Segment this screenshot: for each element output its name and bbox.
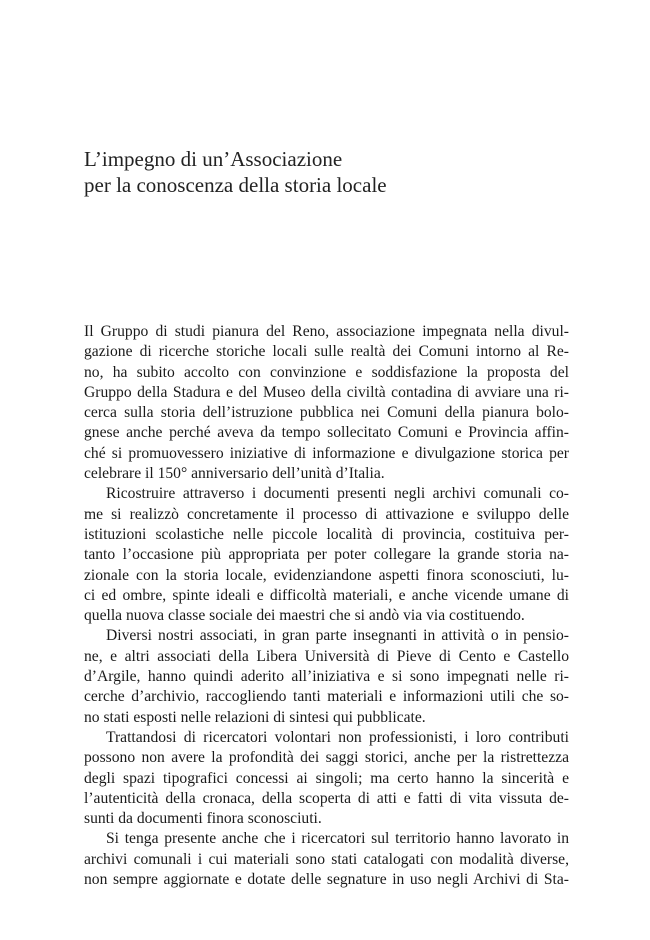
text-line: Ricostruire attraverso i documenti presenti negli archivi comunali co- <box>106 485 569 503</box>
text-line: sunti da documenti finora sconosciuti. <box>84 810 322 828</box>
chapter-heading-line-1: L’impegno di un’Associazione <box>84 147 343 171</box>
text-line: non sempre aggiornate e dotate delle segnature in uso negli Archivi di Sta- <box>84 871 569 889</box>
text-line: tanto l’occasione più appropriata per poter collegare la grande storia na- <box>84 546 569 564</box>
text-line: gnese anche perché aveva da tempo sollecitato Comuni e Provincia affin- <box>84 424 569 442</box>
paragraph <box>84 484 569 626</box>
text-line: quella nuova classe sociale dei maestri che si andò via via costituendo. <box>84 607 525 625</box>
paragraph <box>84 322 569 484</box>
text-line: archivi comunali i cui materiali sono stati catalogati con modalità diverse, <box>84 850 569 868</box>
text-line: gazione di ricerche storiche locali sulle realtà dei Comuni intorno al Re- <box>84 343 569 361</box>
text-line: ché si promuovessero iniziative di informazione e divulgazione storica per <box>84 444 569 462</box>
chapter-heading-line-2: per la conoscenza della storia locale <box>84 173 387 197</box>
text-line: Il Gruppo di studi pianura del Reno, associazione impegnata nella divul- <box>84 323 569 340</box>
text-line: degli spazi tipografici concessi ai singoli; ma certo hanno la sincerità e <box>84 769 569 787</box>
text-line: ci ed ombre, spinte ideali e difficoltà materiali, e anche vicende umane di <box>84 586 569 604</box>
text-line: istituzioni scolastiche nelle piccole località di provincia, costituiva per- <box>84 525 569 543</box>
text-line: no, ha subito accolto con convinzione e soddisfazione la proposta del <box>84 363 569 381</box>
text-line: ne, e altri associati della Libera Università di Pieve di Cento e Castello <box>84 647 569 665</box>
paragraph <box>84 626 569 727</box>
text-line: l’autenticità della cronaca, della scoperta di atti e fatti di vita vissuta de- <box>84 789 569 807</box>
chapter-heading <box>84 146 387 198</box>
text-line: possono non avere la profondità dei saggi storici, anche per la ristrettezza <box>84 749 569 767</box>
text-line: d’Argile, hanno quindi aderito all’iniziativa e si sono impegnati nelle ri- <box>84 668 569 686</box>
text-line: Gruppo della Stadura e del Museo della civiltà contadina di avviare una ri- <box>84 383 569 401</box>
body-text <box>84 322 569 890</box>
text-line: celebrare il 150° anniversario dell’unità d’Italia. <box>84 465 385 483</box>
text-line: no stati esposti nelle relazioni di sintesi qui pubblicate. <box>84 708 426 726</box>
paragraph <box>84 829 569 890</box>
text-line: Diversi nostri associati, in gran parte insegnanti in attività o in pensio- <box>106 627 569 645</box>
text-line: zionale con la storia locale, evidenziandone aspetti finora sconosciuti, lu- <box>84 566 569 584</box>
text-line: Si tenga presente anche che i ricercatori sul territorio hanno lavorato in <box>106 830 569 848</box>
text-line: Trattandosi di ricercatori volontari non professionisti, i loro contributi <box>106 728 569 746</box>
paragraph <box>84 728 569 829</box>
text-line: me si realizzò concretamente il processo di attivazione e sviluppo delle <box>84 505 569 523</box>
text-line: cerche d’archivio, raccogliendo tanti materiali e informazioni utili che so- <box>84 688 569 706</box>
text-line: cerca sulla storia dell’istruzione pubblica nei Comuni della pianura bolo- <box>84 404 569 422</box>
